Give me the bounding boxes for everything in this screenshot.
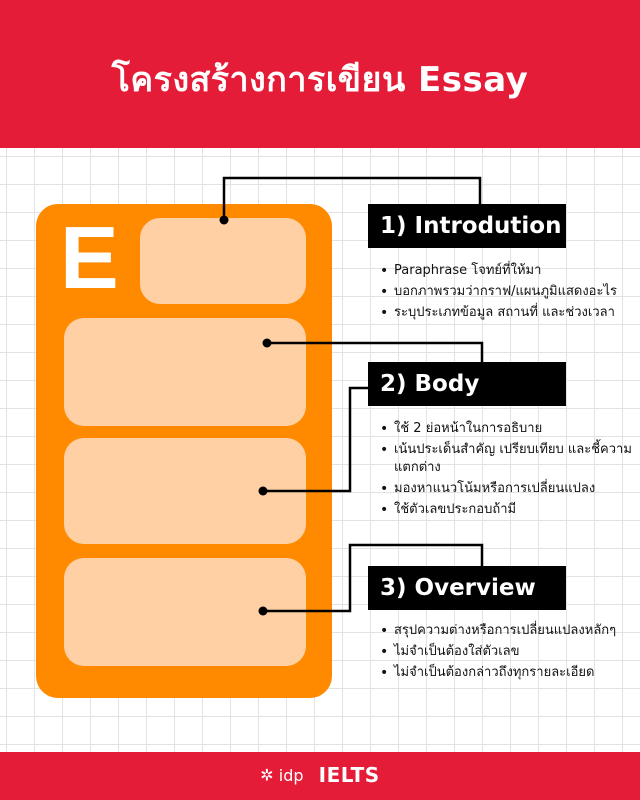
list-item: • Paraphrase โจทย์ที่ให้มา — [380, 262, 632, 280]
idp-ielts-logo — [0, 763, 640, 787]
list-item: • ไม่จำเป็นต้องกล่าวถึงทุกรายละเอียด — [380, 664, 632, 682]
connector-dot-introduction — [220, 216, 229, 225]
introduction-bullets — [380, 262, 632, 325]
connector-body — [267, 343, 482, 362]
list-item: • ใช้ตัวเลขประกอบถ้ามี — [380, 501, 632, 519]
body-label: 2) Body — [368, 362, 566, 406]
connector-dot-body-2 — [259, 487, 268, 496]
idp-logo-icon: ✲ — [260, 765, 274, 785]
list-item: • เน้นประเด็นสำคัญ เปรียบเทียบ และชี้ความแตกต่าง — [380, 441, 632, 477]
page-title: โครงสร้างการเขียน Essay — [111, 60, 529, 100]
body-bullets — [380, 420, 632, 522]
introduction-label: 1) Introdution — [368, 204, 566, 248]
list-item: • สรุปความต่างหรือการเปลี่ยนแปลงหลักๆ — [380, 622, 632, 640]
connector-dot-overview — [259, 607, 268, 616]
connector-dot-body — [263, 339, 272, 348]
list-item: • ใช้ 2 ย่อหน้าในการอธิบาย — [380, 420, 632, 438]
list-item: • ระบุประเภทข้อมูล สถานที่ และช่วงเวลา — [380, 304, 632, 322]
ielts-logo-text: IELTS — [318, 763, 380, 787]
idp-logo-text: idp — [278, 765, 304, 785]
essay-letter: E — [60, 208, 119, 307]
connector-body-2 — [263, 388, 368, 491]
list-item: • มองหาแนวโน้มหรือการเปลี่ยนแปลง — [380, 480, 632, 498]
overview-label: 3) Overview — [368, 566, 566, 610]
overview-bullets — [380, 622, 632, 685]
list-item: • บอกภาพรวมว่ากราฟ/แผนภูมิแสดงอะไร — [380, 283, 632, 301]
list-item: • ไม่จำเป็นต้องใส่ตัวเลข — [380, 643, 632, 661]
